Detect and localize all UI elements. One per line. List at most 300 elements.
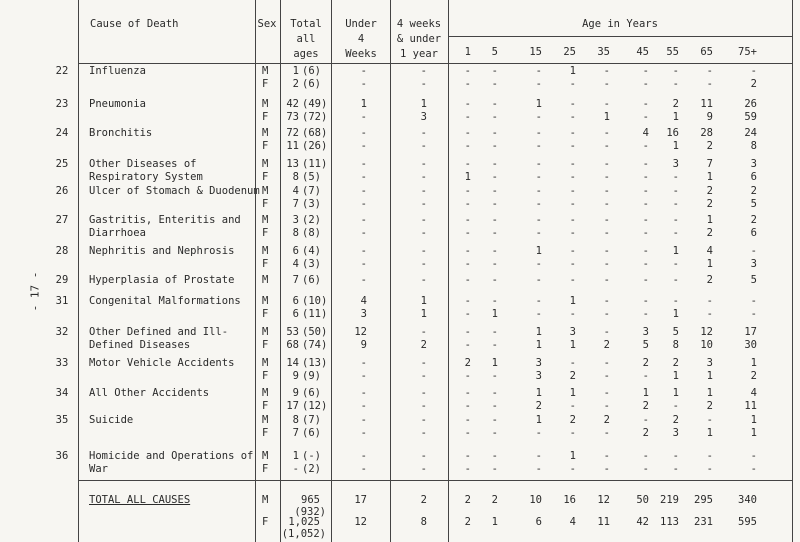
age-cell: 11 (700, 98, 713, 110)
cause-label: Homicide and Operations of (89, 450, 254, 462)
age-cell: 1 (535, 245, 542, 257)
sex-cell: F (262, 111, 269, 123)
4-weeks-1-year-cell: - (420, 185, 427, 197)
4-weeks-1-year-cell: - (420, 227, 427, 239)
age-cell: - (464, 400, 471, 412)
age-cell: 16 (563, 494, 576, 506)
age-cell: - (491, 450, 498, 462)
age-cell: 26 (744, 98, 757, 110)
age-cell: - (672, 450, 679, 462)
4-weeks-1-year-cell: 3 (420, 111, 427, 123)
4-weeks-1-year-cell: - (420, 258, 427, 270)
header-4-weeks-1-year: 4 weeks (396, 18, 442, 30)
age-cell: 30 (744, 339, 757, 351)
4-weeks-1-year-cell: - (420, 140, 427, 152)
age-cell: - (491, 111, 498, 123)
age-cell: 3 (750, 158, 757, 170)
row-number: 29 (55, 274, 69, 286)
age-cell: 595 (738, 516, 757, 528)
under-4-weeks-cell: - (360, 227, 367, 239)
row-number: 27 (55, 214, 69, 226)
age-cell: - (464, 227, 471, 239)
age-cell: - (535, 65, 542, 77)
age-cell: - (535, 258, 542, 270)
age-cell: - (750, 450, 757, 462)
age-cell: - (464, 387, 471, 399)
4-weeks-1-year-cell: 2 (420, 339, 427, 351)
4-weeks-1-year-cell: - (420, 450, 427, 462)
age-cell: - (464, 274, 471, 286)
age-cell: 24 (744, 127, 757, 139)
sex-cell: M (262, 387, 269, 399)
age-cell: 1 (672, 245, 679, 257)
total-previous-cell: (5) (302, 171, 321, 183)
age-cell: 2 (491, 494, 498, 506)
header-age-5: 5 (491, 46, 498, 58)
age-cell: 3 (535, 370, 542, 382)
under-4-weeks-cell: - (360, 463, 367, 475)
age-cell: 4 (569, 516, 576, 528)
total-cell: 14 (286, 357, 299, 369)
cause-label: Other Diseases of (89, 158, 197, 170)
age-cell: - (491, 140, 498, 152)
under-4-weeks-cell: - (360, 370, 367, 382)
age-cell: - (569, 214, 576, 226)
age-cell: - (603, 227, 610, 239)
4-weeks-1-year-cell: - (420, 427, 427, 439)
page-number: - 17 - (28, 271, 42, 312)
header-bottom-rule (78, 63, 792, 64)
age-cell: 5 (750, 198, 757, 210)
age-cell: - (464, 111, 471, 123)
header-age-15: 15 (529, 46, 542, 58)
age-cell: 3 (642, 326, 649, 338)
age-cell: 2 (750, 370, 757, 382)
cause-label: Congenital Malformations (89, 295, 241, 307)
age-cell: 2 (642, 357, 649, 369)
age-cell: - (642, 198, 649, 210)
age-cell: 1 (750, 427, 757, 439)
4-weeks-1-year-cell: - (420, 370, 427, 382)
age-cell: 3 (672, 158, 679, 170)
under-4-weeks-cell: - (360, 245, 367, 257)
under-4-weeks-cell: - (360, 65, 367, 77)
4-weeks-1-year-cell: - (420, 214, 427, 226)
row-number: 24 (55, 127, 69, 139)
age-cell: - (464, 98, 471, 110)
age-cell: 1 (535, 98, 542, 110)
age-cell: - (535, 308, 542, 320)
age-cell: - (464, 78, 471, 90)
age-cell: - (672, 463, 679, 475)
age-cell: 3 (750, 258, 757, 270)
header-age-1: 1 (464, 46, 471, 58)
total-cell: 4 (292, 185, 299, 197)
age-cell: - (642, 98, 649, 110)
total-cell: 11 (286, 140, 299, 152)
header-age-75+: 75+ (738, 46, 757, 58)
age-cell: - (603, 274, 610, 286)
cause-label: Other Defined and Ill- (89, 326, 229, 338)
header-age-55: 55 (666, 46, 679, 58)
age-cell: 113 (660, 516, 679, 528)
4-weeks-1-year-cell: - (420, 78, 427, 90)
age-header-rule (448, 36, 792, 37)
age-cell: 219 (660, 494, 679, 506)
row-number: 36 (55, 450, 69, 462)
cause-label: Defined Diseases (89, 339, 191, 351)
4-weeks-1-year-cell: - (420, 245, 427, 257)
age-cell: - (464, 414, 471, 426)
under-4-weeks-cell: 3 (360, 308, 367, 320)
age-cell: - (491, 158, 498, 170)
age-cell: 28 (700, 127, 713, 139)
grand-total-cell: 965 (301, 494, 320, 506)
age-cell: 1 (569, 450, 576, 462)
age-cell: - (603, 357, 610, 369)
age-cell: - (491, 400, 498, 412)
sex-cell: F (262, 258, 269, 270)
age-cell: 8 (672, 339, 679, 351)
cause-label: Motor Vehicle Accidents (89, 357, 235, 369)
grand-total-previous-cell: (932) (294, 506, 326, 518)
cause-label: Hyperplasia of Prostate (89, 274, 235, 286)
cause-label: Nephritis and Nephrosis (89, 245, 235, 257)
header-age-65: 65 (700, 46, 713, 58)
age-cell: 2 (642, 400, 649, 412)
sex-cell: F (262, 308, 269, 320)
age-cell: 231 (694, 516, 713, 528)
4-weeks-1-year-cell: 1 (420, 98, 427, 110)
under-4-weeks-cell: - (360, 387, 367, 399)
age-cell: 2 (750, 214, 757, 226)
age-cell: - (603, 450, 610, 462)
age-cell: 2 (706, 198, 713, 210)
age-cell: - (491, 326, 498, 338)
age-cell: - (491, 198, 498, 210)
header-age-25: 25 (563, 46, 576, 58)
total-cell: 72 (286, 127, 299, 139)
age-cell: - (672, 295, 679, 307)
age-cell: 1 (569, 339, 576, 351)
age-cell: - (706, 78, 713, 90)
sex-cell: F (262, 140, 269, 152)
total-cell: 6 (292, 295, 299, 307)
age-cell: - (569, 198, 576, 210)
age-cell: 4 (706, 245, 713, 257)
under-4-weeks-cell: - (360, 111, 367, 123)
age-cell: - (569, 308, 576, 320)
total-previous-cell: (2) (302, 214, 321, 226)
age-cell: - (642, 308, 649, 320)
age-cell: - (642, 111, 649, 123)
age-cell: - (672, 214, 679, 226)
cause-label: Influenza (89, 65, 146, 77)
age-cell: - (603, 185, 610, 197)
age-cell: 2 (535, 400, 542, 412)
age-cell: - (706, 65, 713, 77)
age-cell: 2 (706, 274, 713, 286)
row-number: 22 (55, 65, 69, 77)
age-cell: 5 (750, 274, 757, 286)
sex-cell: F (262, 78, 269, 90)
age-cell: - (603, 245, 610, 257)
age-cell: - (642, 463, 649, 475)
age-cell: - (603, 127, 610, 139)
age-cell: - (491, 185, 498, 197)
total-cell: 17 (286, 400, 299, 412)
age-cell: - (642, 245, 649, 257)
total-previous-cell: (2) (302, 463, 321, 475)
age-cell: 1 (535, 414, 542, 426)
age-cell: 11 (744, 400, 757, 412)
total-previous-cell: (12) (302, 400, 328, 412)
total-previous-cell: (49) (302, 98, 328, 110)
age-cell: 340 (738, 494, 757, 506)
age-cell: - (535, 463, 542, 475)
sex-cell: F (262, 339, 269, 351)
age-cell: 295 (694, 494, 713, 506)
grand-total-previous-cell: (1,052) (281, 528, 326, 540)
under-4-weeks-cell: 4 (360, 295, 367, 307)
total-previous-cell: (6) (302, 78, 321, 90)
4-weeks-1-year-cell: - (420, 463, 427, 475)
age-cell: - (750, 295, 757, 307)
age-cell: - (569, 140, 576, 152)
age-cell: - (642, 171, 649, 183)
header-4-weeks-1-year: & under (396, 33, 442, 45)
age-cell: - (642, 295, 649, 307)
age-cell: - (569, 400, 576, 412)
age-cell: 1 (491, 516, 498, 528)
age-cell: - (569, 127, 576, 139)
under-4-weeks-cell: 17 (354, 494, 367, 506)
age-cell: 1 (642, 387, 649, 399)
totals-top-rule (78, 480, 792, 481)
total-cell: 8 (292, 414, 299, 426)
total-previous-cell: (8) (302, 227, 321, 239)
under-4-weeks-cell: - (360, 357, 367, 369)
row-number: 26 (55, 185, 69, 197)
header-total: ages (293, 48, 319, 60)
age-cell: 2 (672, 414, 679, 426)
age-cell: 2 (642, 427, 649, 439)
age-cell: - (569, 111, 576, 123)
age-cell: - (750, 463, 757, 475)
age-cell: - (491, 65, 498, 77)
age-cell: 1 (672, 111, 679, 123)
age-cell: - (706, 295, 713, 307)
column-rule (792, 0, 793, 542)
age-cell: 1 (706, 214, 713, 226)
under-4-weeks-cell: - (360, 171, 367, 183)
age-cell: - (642, 65, 649, 77)
age-cell: - (491, 245, 498, 257)
total-cell: - (292, 463, 299, 475)
sex-cell: F (262, 516, 269, 528)
age-cell: - (464, 158, 471, 170)
age-cell: - (535, 158, 542, 170)
4-weeks-1-year-cell: - (420, 414, 427, 426)
age-cell: - (464, 198, 471, 210)
age-cell: - (569, 357, 576, 369)
age-cell: - (569, 227, 576, 239)
age-cell: 6 (750, 171, 757, 183)
age-cell: 5 (672, 326, 679, 338)
sex-cell: M (262, 450, 269, 462)
age-cell: 9 (706, 111, 713, 123)
age-cell: - (672, 400, 679, 412)
age-cell: 12 (700, 326, 713, 338)
total-previous-cell: (7) (302, 414, 321, 426)
age-cell: 3 (706, 357, 713, 369)
total-cell: 73 (286, 111, 299, 123)
total-cell: 1 (292, 65, 299, 77)
cause-label: Suicide (89, 414, 134, 426)
grand-total-cell: 1,025 (288, 516, 320, 528)
total-cell: 42 (286, 98, 299, 110)
sex-cell: F (262, 370, 269, 382)
row-number: 34 (55, 387, 69, 399)
age-cell: - (603, 326, 610, 338)
age-cell: - (642, 140, 649, 152)
age-cell: - (535, 227, 542, 239)
4-weeks-1-year-cell: - (420, 387, 427, 399)
total-previous-cell: (72) (302, 111, 328, 123)
total-cell: 3 (292, 214, 299, 226)
age-cell: 7 (706, 158, 713, 170)
total-cell: 13 (286, 158, 299, 170)
age-cell: - (603, 65, 610, 77)
4-weeks-1-year-cell: - (420, 158, 427, 170)
total-cell: 7 (292, 427, 299, 439)
age-cell: 6 (535, 516, 542, 528)
header-under-4-weeks: 4 (357, 33, 365, 45)
age-cell: - (706, 450, 713, 462)
totals-label: TOTAL ALL CAUSES (89, 494, 191, 506)
age-cell: - (535, 127, 542, 139)
sex-cell: M (262, 494, 269, 506)
age-cell: - (672, 258, 679, 270)
age-cell: - (491, 463, 498, 475)
header-cause: Cause of Death (90, 18, 179, 30)
total-previous-cell: (3) (302, 198, 321, 210)
row-number: 35 (55, 414, 69, 426)
age-cell: 3 (569, 326, 576, 338)
age-cell: - (569, 258, 576, 270)
header-age-in-years: Age in Years (582, 18, 658, 30)
total-previous-cell: (4) (302, 245, 321, 257)
cause-label: All Other Accidents (89, 387, 210, 399)
age-cell: 2 (569, 370, 576, 382)
row-number: 28 (55, 245, 69, 257)
sex-cell: M (262, 357, 269, 369)
age-cell: - (603, 370, 610, 382)
total-previous-cell: (6) (302, 387, 321, 399)
age-cell: - (672, 198, 679, 210)
total-cell: 8 (292, 227, 299, 239)
age-cell: 2 (569, 414, 576, 426)
age-cell: - (672, 227, 679, 239)
age-cell: 1 (706, 258, 713, 270)
age-cell: - (464, 427, 471, 439)
age-cell: 1 (706, 370, 713, 382)
age-cell: - (535, 185, 542, 197)
age-cell: - (491, 339, 498, 351)
header-under-4-weeks: Weeks (345, 48, 377, 60)
age-cell: 4 (750, 387, 757, 399)
total-cell: 53 (286, 326, 299, 338)
age-cell: - (706, 308, 713, 320)
age-cell: - (603, 308, 610, 320)
age-cell: 6 (750, 227, 757, 239)
total-cell: 8 (292, 171, 299, 183)
age-cell: - (464, 258, 471, 270)
under-4-weeks-cell: - (360, 258, 367, 270)
total-previous-cell: (11) (302, 308, 328, 320)
header-under-4-weeks: Under (345, 18, 377, 30)
sex-cell: M (262, 65, 269, 77)
age-cell: - (464, 370, 471, 382)
total-previous-cell: (6) (302, 65, 321, 77)
age-cell: 2 (464, 357, 471, 369)
age-cell: 1 (750, 414, 757, 426)
row-number: 33 (55, 357, 69, 369)
age-cell: 1 (569, 387, 576, 399)
age-cell: 1 (535, 339, 542, 351)
age-cell: - (535, 274, 542, 286)
4-weeks-1-year-cell: 8 (420, 516, 427, 528)
sex-cell: F (262, 427, 269, 439)
total-previous-cell: (6) (302, 427, 321, 439)
cause-label: Pneumonia (89, 98, 146, 110)
age-cell: - (569, 98, 576, 110)
row-number: 32 (55, 326, 69, 338)
age-cell: 1 (535, 387, 542, 399)
sex-cell: F (262, 171, 269, 183)
under-4-weeks-cell: - (360, 185, 367, 197)
age-cell: 2 (750, 185, 757, 197)
age-cell: - (464, 295, 471, 307)
age-cell: 4 (642, 127, 649, 139)
age-cell: 1 (672, 140, 679, 152)
age-cell: - (464, 463, 471, 475)
age-cell: 1 (706, 171, 713, 183)
age-cell: - (642, 158, 649, 170)
total-cell: 9 (292, 370, 299, 382)
sex-cell: M (262, 158, 269, 170)
under-4-weeks-cell: - (360, 274, 367, 286)
age-cell: - (642, 227, 649, 239)
4-weeks-1-year-cell: - (420, 171, 427, 183)
age-cell: - (603, 140, 610, 152)
age-cell: - (603, 158, 610, 170)
sex-cell: F (262, 198, 269, 210)
total-previous-cell: (13) (302, 357, 328, 369)
under-4-weeks-cell: - (360, 450, 367, 462)
age-cell: - (603, 78, 610, 90)
sex-cell: F (262, 400, 269, 412)
age-cell: 8 (750, 140, 757, 152)
age-cell: 2 (706, 140, 713, 152)
age-cell: - (491, 258, 498, 270)
cause-label: Gastritis, Enteritis and (89, 214, 241, 226)
age-cell: 12 (597, 494, 610, 506)
under-4-weeks-cell: - (360, 427, 367, 439)
total-previous-cell: (26) (302, 140, 328, 152)
under-4-weeks-cell: - (360, 414, 367, 426)
age-cell: - (464, 140, 471, 152)
